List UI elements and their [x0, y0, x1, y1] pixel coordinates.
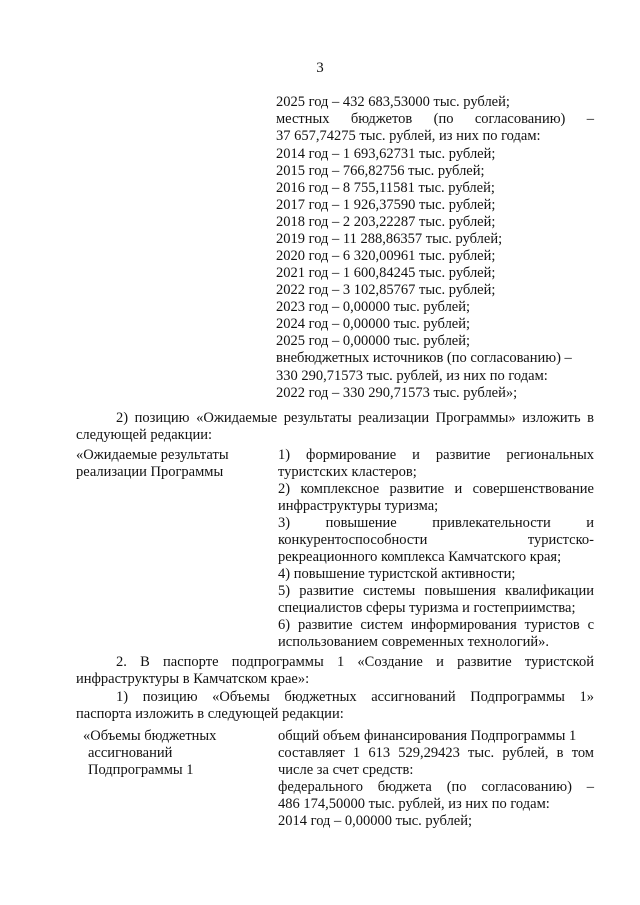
- financing-line: федерального бюджета (по согласованию) –: [278, 779, 594, 795]
- result-line: конкурентоспособности туристско-: [278, 532, 594, 548]
- result-line: 3) повышение привлекательности и: [278, 515, 594, 531]
- budget-line: 2014 год – 1 693,62731 тыс. рублей;: [276, 146, 496, 162]
- result-line: 2) комплексное развитие и совершенствование: [278, 481, 594, 497]
- paragraph-line: следующей редакции:: [76, 427, 213, 443]
- budget-line: 2015 год – 766,82756 тыс. рублей;: [276, 163, 485, 179]
- budget-line: 2020 год – 6 320,00961 тыс. рублей;: [276, 248, 496, 264]
- budget-line: местных бюджетов (по согласованию) –: [276, 111, 594, 127]
- paragraph-line: инфраструктуры в Камчатском крае»:: [76, 671, 310, 687]
- paragraph-line: 2. В паспорте подпрограммы 1 «Создание и развитие туристской: [116, 654, 594, 670]
- paragraph-line: паспорта изложить в следующей редакции:: [76, 706, 344, 722]
- budget-line: 2016 год – 8 755,11581 тыс. рублей;: [276, 180, 495, 196]
- budget-line: 2025 год – 0,00000 тыс. рублей;: [276, 333, 471, 349]
- table-left-label: ассигнований: [88, 745, 173, 761]
- result-line: специалистов сферы туризма и гостеприимства;: [278, 600, 576, 616]
- result-line: инфраструктуры туризма;: [278, 498, 439, 514]
- budget-line: 2024 год – 0,00000 тыс. рублей;: [276, 316, 471, 332]
- budget-line: 2019 год – 11 288,86357 тыс. рублей;: [276, 231, 503, 247]
- result-line: 5) развитие системы повышения квалификации: [278, 583, 594, 599]
- budget-line: 2017 год – 1 926,37590 тыс. рублей;: [276, 197, 496, 213]
- table-left-label: реализации Программы: [76, 464, 224, 480]
- budget-line: внебюджетных источников (по согласованию) –: [276, 350, 572, 366]
- table-left-label: «Ожидаемые результаты: [76, 447, 229, 463]
- budget-line: 2018 год – 2 203,22287 тыс. рублей;: [276, 214, 496, 230]
- result-line: 6) развитие систем информирования туристов с: [278, 617, 594, 633]
- budget-line: 2023 год – 0,00000 тыс. рублей;: [276, 299, 471, 315]
- budget-line: 2022 год – 330 290,71573 тыс. рублей»;: [276, 385, 518, 401]
- page-number: 3: [316, 60, 324, 76]
- result-line: использованием современных технологий».: [278, 634, 550, 650]
- table-left-label: Подпрограммы 1: [88, 762, 194, 778]
- financing-line: 2014 год – 0,00000 тыс. рублей;: [278, 813, 473, 829]
- budget-line: 2021 год – 1 600,84245 тыс. рублей;: [276, 265, 496, 281]
- budget-line: 37 657,74275 тыс. рублей, из них по годам:: [276, 128, 541, 144]
- financing-line: 486 174,50000 тыс. рублей, из них по годам:: [278, 796, 550, 812]
- paragraph-line: 1) позицию «Объемы бюджетных ассигнований Подпрограммы 1»: [116, 689, 594, 705]
- budget-line: 2022 год – 3 102,85767 тыс. рублей;: [276, 282, 496, 298]
- result-line: 4) повышение туристской активности;: [278, 566, 516, 582]
- paragraph-line: 2) позицию «Ожидаемые результаты реализации Программы» изложить в: [116, 410, 594, 426]
- financing-line: составляет 1 613 529,29423 тыс. рублей, в том: [278, 745, 594, 761]
- budget-line: 2025 год – 432 683,53000 тыс. рублей;: [276, 94, 510, 110]
- result-line: туристских кластеров;: [278, 464, 417, 480]
- financing-line: числе за счет средств:: [278, 762, 414, 778]
- result-line: рекреационного комплекса Камчатского края;: [278, 549, 562, 565]
- financing-line: общий объем финансирования Подпрограммы 1: [278, 728, 577, 744]
- table-left-label: «Объемы бюджетных: [83, 728, 217, 744]
- budget-line: 330 290,71573 тыс. рублей, из них по годам:: [276, 368, 548, 384]
- result-line: 1) формирование и развитие региональных: [278, 447, 594, 463]
